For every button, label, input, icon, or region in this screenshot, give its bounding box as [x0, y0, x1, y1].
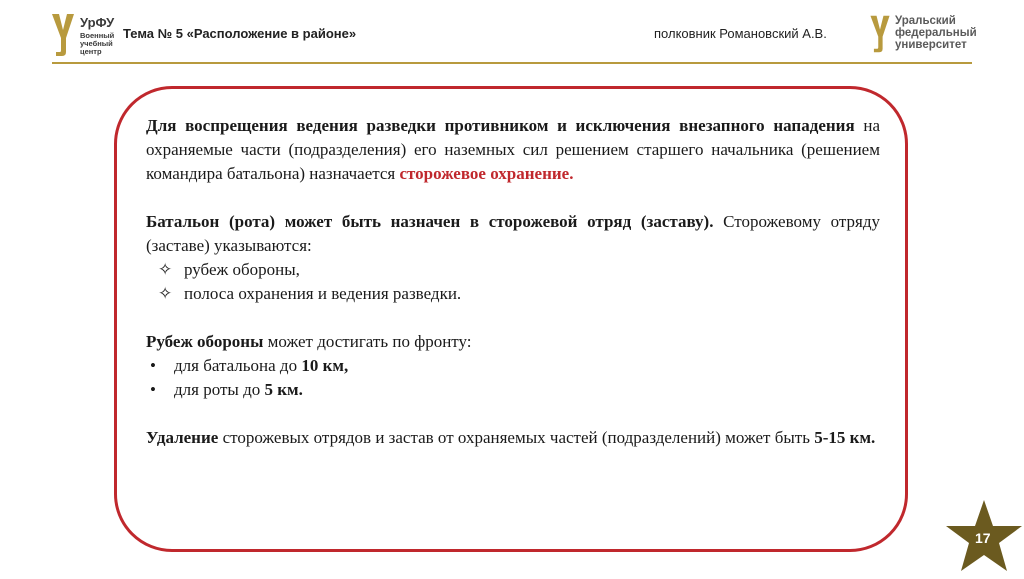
list-item: ✧ рубеж обороны, [146, 258, 880, 282]
paragraph-4 [146, 426, 880, 450]
header-divider [52, 62, 972, 64]
slide-header [0, 0, 1024, 66]
p4-bold-2: 5-15 км. [814, 428, 876, 447]
four-point-star-icon: ✧ [158, 284, 173, 303]
p3-bold: Рубеж обороны [146, 332, 264, 351]
list-item: • для роты до 5 км. [146, 378, 880, 402]
urfu-vuc-logo [50, 12, 120, 58]
bullet-icon: • [150, 356, 156, 375]
urfu-y-logo-icon [868, 14, 892, 54]
page-number: 17 [975, 530, 991, 546]
p1-bold: Для воспрещения ведения разведки противником и исключения внезапного нападения [146, 116, 855, 135]
paragraph-2 [146, 210, 880, 258]
four-point-star-icon: ✧ [158, 260, 173, 279]
p1-highlight: сторожевое охранение. [399, 164, 574, 183]
bullet-icon: • [150, 380, 156, 399]
assignment-list [146, 258, 880, 306]
paragraph-1 [146, 114, 880, 186]
list-item: • для батальона до 10 км, [146, 354, 880, 378]
topic-title: Тема № 5 «Расположение в районе» [123, 26, 357, 41]
slide-content [146, 114, 880, 450]
p2-text: Сторожевому отряду (заставе) указываются: [146, 212, 880, 255]
urfu-y-logo-icon [50, 12, 76, 58]
university-name: Уральский федеральный университет [895, 15, 977, 51]
p4-text: сторожевых отрядов и застав от охраняемых частей (подразделений) может быть [218, 428, 815, 447]
p2-bold: Батальон (рота) может быть назначен в сторожевой отряд (заставу). [146, 212, 714, 231]
vuc-label: Военный учебный центр [80, 31, 115, 56]
urfu-university-logo [868, 14, 988, 54]
frontage-list [146, 354, 880, 402]
p3-text: может достигать по фронту: [263, 332, 472, 351]
author-name: полковник Романовский А.В. [654, 26, 827, 41]
paragraph-3 [146, 330, 880, 354]
urfu-brand: УрФУ [80, 15, 115, 30]
p4-bold: Удаление [146, 428, 219, 447]
list-item: ✧ полоса охранения и ведения разведки. [146, 282, 880, 306]
p1-text: на охраняемые части (подразделения) его наземных сил решением старшего начальника (решением командира батальона) назначается [146, 116, 880, 183]
